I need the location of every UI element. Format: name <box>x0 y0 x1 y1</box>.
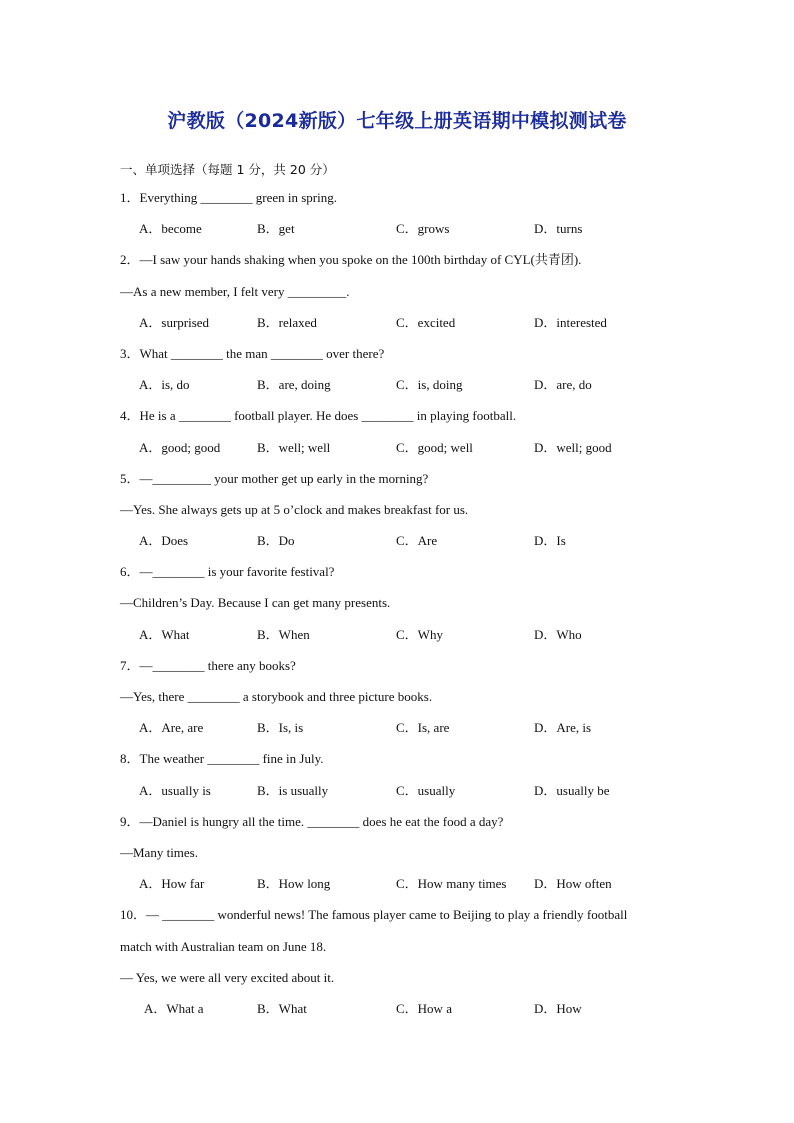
option-d[interactable]: D．usually be <box>534 782 610 798</box>
question-4 <box>120 400 680 462</box>
question-stem: 7．—________ there any books? <box>120 657 296 673</box>
question-10 <box>120 899 680 1024</box>
question-continuation: —Yes. She always gets up at 5 o’clock and makes breakfast for us. <box>120 501 469 517</box>
question-continuation: —As a new member, I felt very _________. <box>120 283 350 299</box>
question-stem: 8．The weather ________ fine in July. <box>120 751 324 767</box>
option-d[interactable]: D．well; good <box>534 439 612 455</box>
option-b[interactable]: B．well; well <box>257 439 331 455</box>
option-a[interactable]: A．good; good <box>139 439 221 455</box>
question-1 <box>120 182 680 244</box>
answer-options <box>120 369 680 400</box>
option-a[interactable]: A．Does <box>139 533 189 549</box>
answer-options <box>120 213 680 244</box>
option-c[interactable]: C．good; well <box>396 439 473 455</box>
option-d[interactable]: D．Are, is <box>534 720 592 736</box>
option-d[interactable]: D．interested <box>534 314 607 330</box>
answer-options <box>120 619 680 650</box>
question-continuation: match with Australian team on June 18. <box>120 938 327 954</box>
question-stem: 3．What ________ the man ________ over there? <box>120 345 385 361</box>
answer-options <box>120 993 680 1024</box>
question-2 <box>120 244 680 338</box>
question-9 <box>120 806 680 900</box>
option-b[interactable]: B．Do <box>257 533 295 549</box>
question-stem: 9．—Daniel is hungry all the time. ________ does he eat the food a day? <box>120 813 504 829</box>
option-c[interactable]: C．excited <box>396 314 456 330</box>
option-d[interactable]: D．How <box>534 1000 582 1016</box>
option-c[interactable]: C．usually <box>396 782 456 798</box>
option-a[interactable]: A．become <box>139 221 202 237</box>
option-d[interactable]: D．Is <box>534 533 566 549</box>
question-5 <box>120 463 680 557</box>
option-b[interactable]: B．is usually <box>257 782 329 798</box>
question-7 <box>120 650 680 744</box>
answer-options <box>120 775 680 806</box>
option-a[interactable]: A．How far <box>139 876 205 892</box>
option-c[interactable]: C．is, doing <box>396 377 463 393</box>
question-stem: 6．—________ is your favorite festival? <box>120 564 335 580</box>
option-b[interactable]: B．relaxed <box>257 314 317 330</box>
option-d[interactable]: D．Who <box>534 626 582 642</box>
question-continuation: —Many times. <box>120 844 198 860</box>
question-stem: 4．He is a ________ football player. He does ________ in playing football. <box>120 408 517 424</box>
option-b[interactable]: B．get <box>257 221 295 237</box>
option-a[interactable]: A．surprised <box>139 314 210 330</box>
answer-options <box>120 525 680 556</box>
answer-options <box>120 868 680 899</box>
option-c[interactable]: C．Are <box>396 533 438 549</box>
answer-options <box>120 307 680 338</box>
option-a[interactable]: A．What a <box>144 1000 204 1016</box>
option-b[interactable]: B．are, doing <box>257 377 331 393</box>
option-d[interactable]: D．are, do <box>534 377 592 393</box>
question-continuation: —Children’s Day. Because I can get many presents. <box>120 595 391 611</box>
question-stem: 2．—I saw your hands shaking when you spoke on the 100th birthday of CYL(共青团). <box>120 252 582 268</box>
option-a[interactable]: A．is, do <box>139 377 190 393</box>
question-stem: 1．Everything ________ green in spring. <box>120 190 337 205</box>
option-d[interactable]: D．How often <box>534 876 612 892</box>
question-6 <box>120 556 680 650</box>
option-a[interactable]: A．usually is <box>139 782 211 798</box>
option-a[interactable]: A．What <box>139 626 190 642</box>
question-stem: 10．— ________ wonderful news! The famous player came to Beijing to play a friendly football <box>120 907 628 923</box>
option-c[interactable]: C．grows <box>396 221 450 237</box>
document-title: 沪教版（2024新版）七年级上册英语期中模拟测试卷 <box>167 110 627 132</box>
option-c[interactable]: C．Is, are <box>396 720 450 736</box>
question-stem: 5．—_________ your mother get up early in the morning? <box>120 470 429 486</box>
option-b[interactable]: B．How long <box>257 876 331 892</box>
answer-options <box>120 712 680 743</box>
section-heading: 一、单项选择（每题 1 分，共 20 分） <box>120 162 335 177</box>
option-b[interactable]: B．When <box>257 626 310 642</box>
option-b[interactable]: B．Is, is <box>257 720 304 736</box>
option-c[interactable]: C．How many times <box>396 876 507 892</box>
option-a[interactable]: A．Are, are <box>139 720 204 736</box>
option-c[interactable]: C．How a <box>396 1000 452 1016</box>
answer-options <box>120 432 680 463</box>
option-d[interactable]: D．turns <box>534 221 583 237</box>
option-c[interactable]: C．Why <box>396 626 443 642</box>
question-continuation: —Yes, there ________ a storybook and three picture books. <box>120 689 433 704</box>
question-continuation: — Yes, we were all very excited about it. <box>120 969 335 985</box>
question-8 <box>120 743 680 805</box>
option-b[interactable]: B．What <box>257 1000 307 1016</box>
question-3 <box>120 338 680 400</box>
question-list <box>120 182 680 1024</box>
